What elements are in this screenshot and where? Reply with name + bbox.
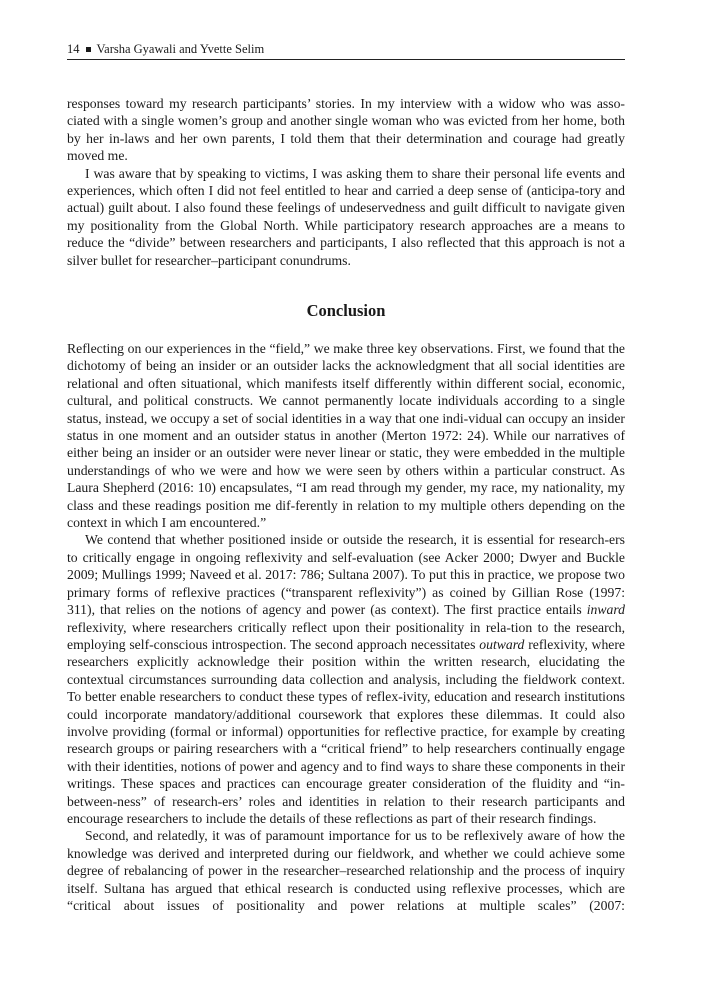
paragraph-text: We contend that whether positioned inside or outside the research, it is essential for research-ers to critically engage in ongoing reflexivity and self-evaluation (see Acker 2000; Dwyer and Buckle 2009; Mullings 1999; Naveed et al. 2017: 786; Sultana 2007). To put this in practice, we propose two primary forms of reflexive practices (“transparent reflexivity”) as coined by Gillian Rose (1997: 311), that relies on the notions of agency and power (as context). The first practice entails [67, 532, 625, 618]
paragraph: responses toward my research participants’ stories. In my interview with a widow who was asso-ciated with a single women’s group and another single woman who was evicted from her home, both by her in-laws and her own parents, I told them that their determination and courage had greatly moved me. [67, 96, 625, 164]
paragraph-text: reflexivity, where researchers critically reflect upon their positionality in rela-tion to the research, employing self-conscious introspection. The second approach necessitates [67, 619, 625, 652]
paragraph [67, 531, 625, 827]
section-heading: Conclusion [306, 301, 386, 320]
paragraph-text: reflexivity, where researchers explicitly acknowledge their position within the written research, elucidating the contextual circumstances surrounding data collection and analysis, including the fieldwork context. To better enable researchers to conduct these types of reflex-ivity, education and research institutions could incorporate mandatory/additional coursework that explores these dilemmas. It could also involve providing (formal or informal) opportunities for reflective practice, for example by creating research groups or pairing researchers with a “critical friend” to help researchers continually engage with their identities, notions of power and agency and to find ways to share these components in their writings. These spaces and practices can encourage greater consideration of the fluidity and “in-between-ness” of research-ers’ roles and identities in relation to their research participants and encourage researchers to include the details of these reflections as part of their research findings. [67, 636, 625, 826]
paragraph: Second, and relatedly, it was of paramount importance for us to be reflexively aware of how the knowledge was derived and interpreted during our fieldwork, and whether we could achieve some degree of rebalancing of power in the researcher–researched relationship and the process of inquiry itself. Sultana has argued that ethical research is conducted using reflexive processes, which are “critical about issues of positionality and power relations at multiple scales” (2007: [67, 828, 625, 913]
emphasis-inward: inward [586, 602, 625, 618]
running-head [67, 39, 625, 60]
body-text-conclusion [67, 340, 625, 914]
body-text-top [67, 95, 625, 269]
square-bullet-icon [86, 47, 91, 52]
running-head-authors: Varsha Gyawali and Yvette Selim [96, 42, 265, 56]
emphasis-outward: outward [479, 636, 525, 652]
page-number: 14 [67, 42, 80, 56]
paragraph: I was aware that by speaking to victims, I was asking them to share their personal life events and experiences, which often I did not feel entitled to hear and carried a deep sense of (anticipa-tory and actual) guilt about. I also found these feelings of undeservedness and guilt difficult to navigate given my positionality from the Global North. While participatory research approaches are a means to reduce the “divide” between researchers and participants, I also reflected that this approach is not a silver bullet for researcher–participant conundrums. [67, 165, 625, 268]
paragraph: Reflecting on our experiences in the “field,” we make three key observations. First, we found that the dichotomy of being an insider or an outsider lacks the acknowledgment that all social identities are relational and often situational, which manifests itself differently within different social, economic, cultural, and political constructs. We cannot permanently locate individuals according to a single status, instead, we occupy a set of social identities in a way that one indi-vidual can occupy an insider status in one moment and an outsider status in another (Merton 1972: 24). While our narratives of either being an insider or an outsider were never linear or static, they were embedded in the multiple understandings of who we were and how we were seen by others within a particular construct. As Laura Shepherd (2016: 10) encapsulates, “I am read through my gender, my race, my nationality, my class and these readings position me dif-ferently in relation to my multiple others depending on the context in which I am encountered.” [67, 341, 625, 531]
